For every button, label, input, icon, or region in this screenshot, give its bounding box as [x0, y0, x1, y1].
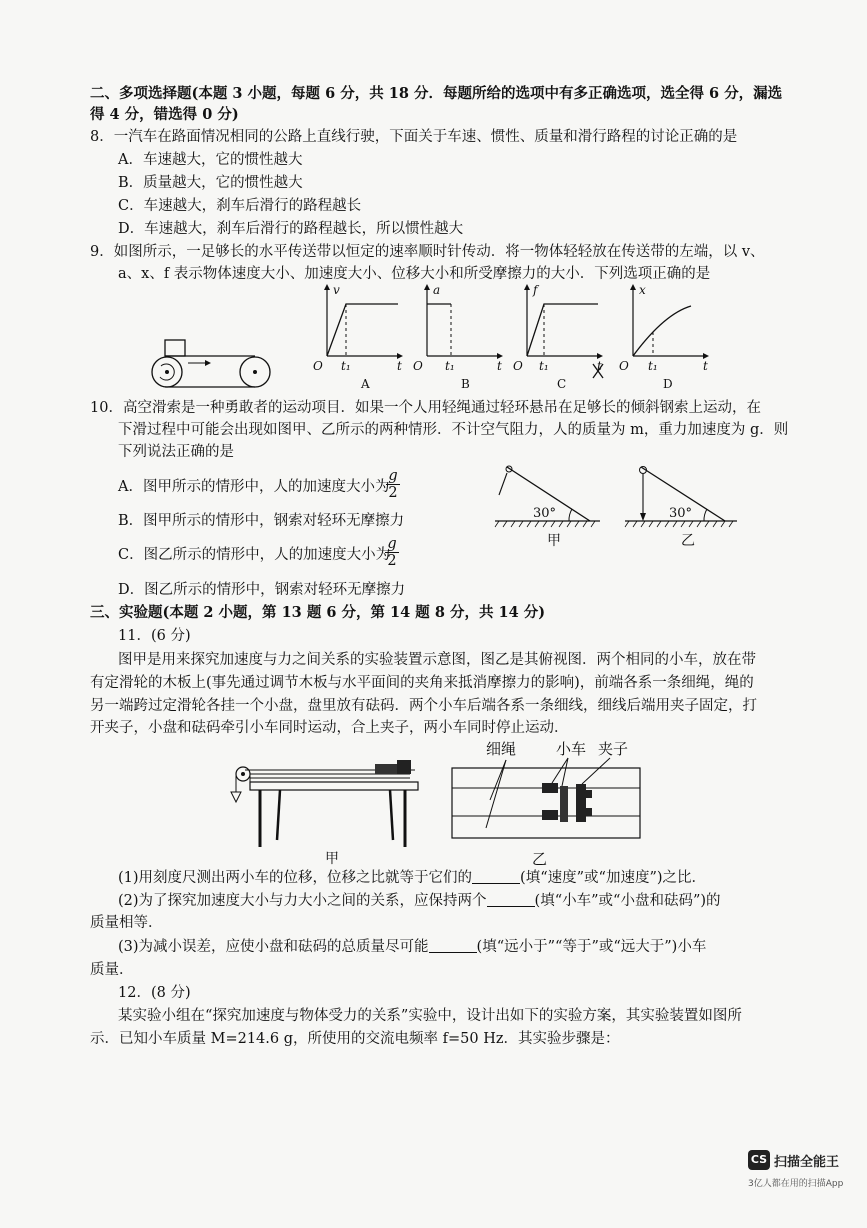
q11-label-rope: 细绳 [486, 740, 517, 758]
q11-label-cart: 小车 [556, 740, 587, 758]
q11-sub1-blank[interactable] [472, 869, 520, 884]
q9-graph-c-tick: t₁ [539, 359, 549, 373]
q10-stem-line1: 10．高空滑索是一种勇敢者的运动项目．如果一个人用轻绳通过轻环悬吊在足够长的倾斜钢索上运动，在 [90, 400, 761, 416]
q9-stem-line2: a、x、f 表示物体速度大小、加速度大小、位移大小和所受摩擦力的大小．下列选项正确的是 [118, 266, 711, 282]
q10-yi-label: 乙 [681, 533, 695, 549]
q11-sub2 [118, 891, 721, 911]
q11-sub1-post: (填“速度”或“加速度”)之比． [520, 870, 707, 886]
q11-para-line3: 另一端跨过定滑轮各挂一个小盘，盘里放有砝码．两个小车后端各系一条细线，细线后端用夹子固定，打 [90, 698, 757, 714]
q12-score: 12．(8 分) [118, 985, 191, 1001]
q9-graph-c-label: C [557, 377, 567, 391]
q9-graph-b-label: B [461, 377, 470, 391]
q10-stem-line2: 下滑过程中可能会出现如图甲、乙所示的两种情形．不计空气阻力，人的质量为 m，重力加速度为 g．则 [118, 422, 789, 438]
q9-graph-a-xaxis: t [397, 359, 402, 373]
q9-conveyor-figure [150, 335, 275, 395]
q9-graph-b-tick: t₁ [445, 359, 455, 373]
scanner-logo-icon: CS [748, 1150, 770, 1170]
q8-option-c: C．车速越大，刹车后滑行的路程越长 [118, 198, 362, 214]
q11-sub3-blank[interactable] [429, 938, 477, 953]
q11-yi-label: 乙 [532, 850, 548, 868]
q9-graph-a-yaxis: v [333, 283, 340, 297]
q10-fraction-den-a: 2 [386, 484, 400, 501]
q12-para-line1: 某实验小组在“探究加速度与物体受力的关系”实验中，设计出如下的实验方案，其实验装置如图所 [118, 1008, 742, 1024]
q9-graph-a-origin: O [313, 359, 323, 373]
q9-graph-c-origin: O [513, 359, 523, 373]
q9-graph-b-xaxis: t [497, 359, 502, 373]
q11-jia-label: 甲 [325, 851, 339, 867]
q9-stem-line1: 9．如图所示，一足够长的水平传送带以恒定的速率顺时针传动．将一物体轻轻放在传送带的左端，以 v、 [90, 244, 765, 260]
q10-option-a-fraction [386, 468, 400, 501]
q10-yi-angle: 30° [669, 506, 693, 521]
q11-sub3 [118, 937, 706, 957]
q11-figure-jia [225, 752, 425, 867]
q10-fraction-num-a: g [388, 468, 398, 484]
section2-heading-line1: 二、多项选择题(本题 3 小题，每题 6 分，共 18 分．每题所给的选项中有多正确选项，选全得 6 分，漏选 [90, 85, 783, 102]
q10-figure-yi [625, 465, 740, 555]
q8-stem: 8．一汽车在路面情况相同的公路上直线行驶，下面关于车速、惯性、质量和滑行路程的讨论正确的是 [90, 129, 738, 145]
q11-sub3-line2: 质量． [90, 962, 134, 978]
q10-fraction-den-c: 2 [385, 552, 399, 569]
q11-para-line2: 有定滑轮的木板上(事先通过调节木板与水平面间的夹角来抵消摩擦力的影响)，前端各系一条细绳，绳的 [90, 675, 754, 691]
q11-para-line1: 图甲是用来探究加速度与力之间关系的实验装置示意图，图乙是其俯视图．两个相同的小车，放在带 [118, 652, 756, 668]
q8-option-d: D．车速越大，刹车后滑行的路程越长，所以惯性越大 [118, 221, 464, 237]
q10-option-d: D．图乙所示的情形中，钢索对轻环无摩擦力 [118, 582, 406, 598]
section3-heading: 三、实验题(本题 2 小题，第 13 题 6 分，第 14 题 8 分，共 14 分) [90, 604, 546, 621]
q9-graph-d-label: D [663, 377, 673, 391]
q11-sub2-line2: 质量相等． [90, 915, 163, 931]
q9-graph-d-origin: O [619, 359, 629, 373]
q10-option-c-fraction [385, 536, 399, 569]
q9-graph-b-yaxis: a [433, 283, 441, 297]
q10-jia-angle: 30° [533, 506, 557, 521]
q9-graph-c [513, 284, 608, 389]
q11-sub2-post: (填“小车”或“小盘和砝码”)的 [534, 893, 721, 909]
q11-label-clip: 夹子 [598, 740, 629, 758]
q9-graph-d [619, 284, 714, 389]
q9-graph-c-xaxis: t [597, 359, 602, 373]
q9-graph-a-label: A [361, 377, 370, 391]
scanner-name: 扫描全能王 [774, 1155, 840, 1170]
q10-figure-jia [495, 465, 605, 555]
q9-graph-a [313, 284, 408, 389]
q9-graph-d-yaxis: x [639, 283, 646, 297]
q11-sub3-pre: (3)为减小误差，应使小盘和砝码的总质量尽可能 [118, 939, 429, 955]
q11-sub1-pre: (1)用刻度尺测出两小车的位移，位移之比就等于它们的 [118, 870, 473, 886]
section2-heading-line2: 得 4 分，错选得 0 分) [90, 106, 239, 123]
q9-graph-d-tick: t₁ [648, 359, 658, 373]
q11-sub2-pre: (2)为了探究加速度大小与力大小之间的关系，应保持两个 [118, 893, 487, 909]
q9-graph-b [413, 284, 508, 389]
q8-option-b: B．质量越大，它的惯性越大 [118, 175, 303, 191]
q9-graph-c-yaxis: f [533, 283, 538, 297]
q9-graph-b-origin: O [413, 359, 423, 373]
q9-graph-d-xaxis: t [703, 359, 708, 373]
q10-jia-label: 甲 [547, 533, 561, 549]
q11-para-line4: 开夹子，小盘和砝码牵引小车同时运动，合上夹子，两小车同时停止运动． [90, 720, 569, 736]
q11-sub3-post: (填“远小于”“等于”或“远大于”)小车 [476, 939, 707, 955]
q11-figure-yi [450, 738, 650, 873]
q10-option-c: C．图乙所示的情形中，人的加速度大小为 [118, 547, 391, 563]
q8-option-a: A．车速越大，它的惯性越大 [118, 152, 303, 168]
q10-fraction-num-c: g [387, 536, 397, 552]
q10-stem-line3: 下列说法正确的是 [118, 444, 234, 460]
q9-graph-a-tick: t₁ [341, 359, 351, 373]
q11-sub1 [118, 868, 706, 888]
q10-option-a: A．图甲所示的情形中，人的加速度大小为 [118, 479, 390, 495]
scanner-watermark [748, 1150, 848, 1200]
q12-para-line2: 示．已知小车质量 M=214.6 g，所使用的交流电频率 f=50 Hz．其实验步骤是： [90, 1031, 620, 1047]
q10-option-b: B．图甲所示的情形中，钢索对轻环无摩擦力 [118, 513, 405, 529]
q11-sub2-blank[interactable] [487, 892, 535, 907]
scanner-tagline: 3亿人都在用的扫描App [748, 1179, 844, 1189]
q11-score: 11．(6 分) [118, 628, 191, 644]
